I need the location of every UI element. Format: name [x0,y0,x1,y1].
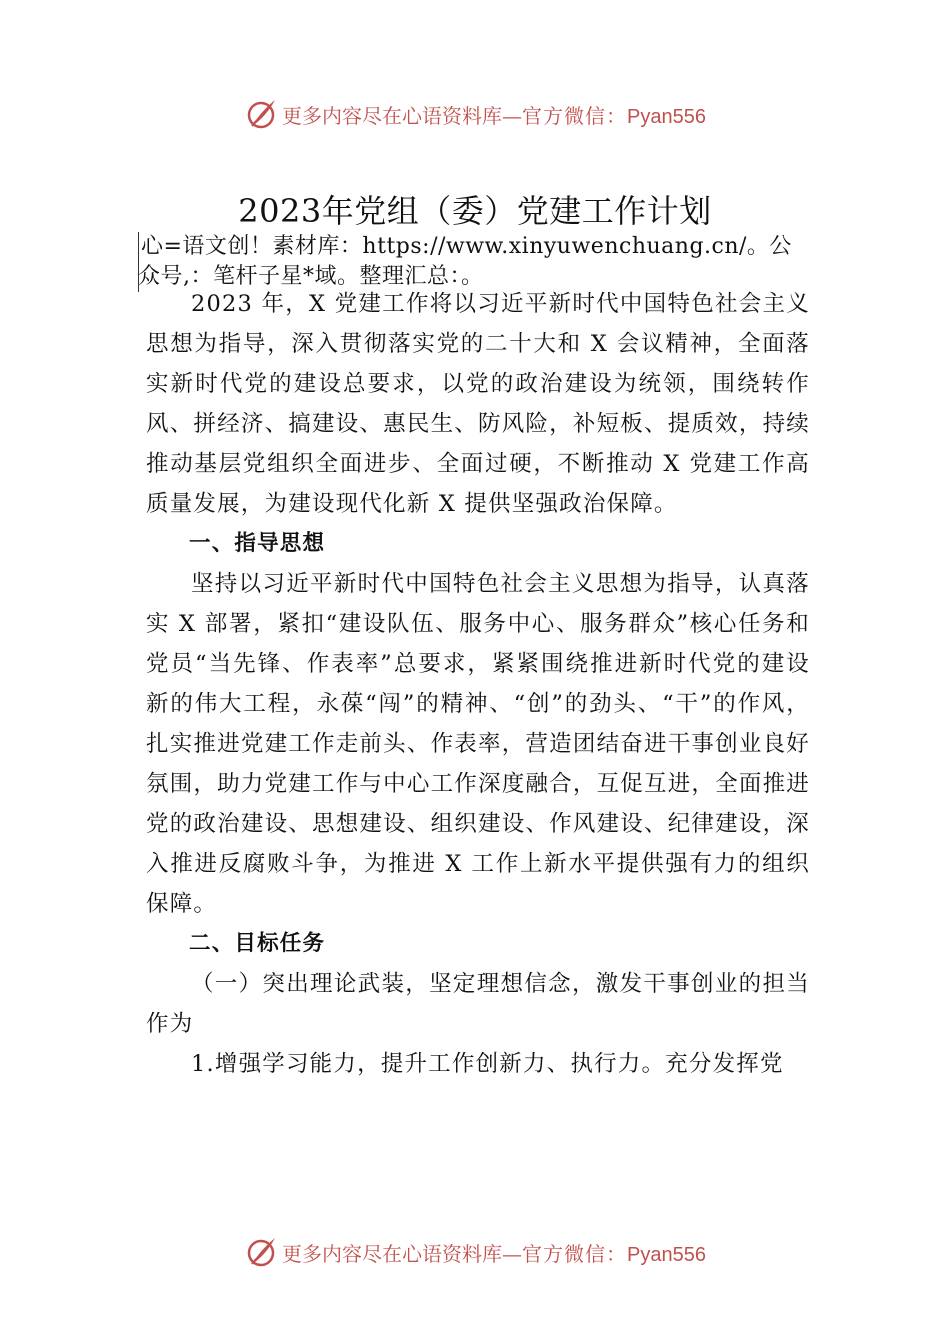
document-title: 2023年党组（委）党建工作计划 [238,192,712,230]
subsection-heading-theory: （一）突出理论武装，坚定理想信念，激发干事创业的担当作为 [146,971,810,1037]
banner-text [282,100,706,129]
banner-text [282,1238,706,1267]
footer-banner [0,1232,950,1272]
document-body [146,284,810,1084]
item-1-paragraph: 1.增强学习能力，提升工作创新力、执行力。充分发挥党 [191,1051,784,1077]
guiding-thought-paragraph: 坚持以习近平新时代中国特色社会主义思想为指导，认真落实 X 部署，紧扣“建设队伍、服务中心、服务群众”核心任务和党员“当先锋、作表率”总要求，紧紧围绕推进新时代党的建设新的伟大工程，永葆“闯”的精神、“创”的劲头、“干”的作风，扎实推进党建工作走前头、作表率，营造团结奋进干事创业良好氛围，助力党建工作与中心工作深度融合，互促互进，全面推进党的政治建设、思想建设、组织建设、作风建设、纪律建设，深入推进反腐败斗争，为推进 X 工作上新水平提供强有力的组织保障。 [146,571,810,917]
banner-wechat-label: 官方微信： [522,1241,628,1266]
header-banner [0,94,950,134]
banner-slogan: 更多内容尽在心语资料库— [282,103,523,128]
source-note [138,232,838,292]
banner-wechat-label: 官方微信： [522,103,628,128]
intro-paragraph: 2023 年，X 党建工作将以习近平新时代中国特色社会主义思想为指导，深入贯彻落实党的二十大和 X 会议精神，全面落实新时代党的建设总要求，以党的政治建设为统领，围绕转作风、拼经济、搞建设、惠民生、防风险，补短板、提质效，持续推动基层党组织全面进步、全面过硬，不断推动 X 党建工作高质量发展，为建设现代化新 X 提供坚强政治保障。 [146,291,810,517]
section-heading-goals: 二、目标任务 [189,931,326,956]
banner-account: Pyan556 [627,105,706,128]
banner-account: Pyan556 [627,1243,706,1266]
quill-logo-icon [244,1235,278,1269]
source-note-line-2: 众号,：笔杆子星*域。整理汇总：。 [138,264,484,289]
source-note-line-1: 心=语文创！素材库：https://www.xinyuwenchuang.cn/。公 [141,234,792,259]
banner-slogan: 更多内容尽在心语资料库— [282,1241,523,1266]
section-heading-guiding-thought: 一、指导思想 [189,531,326,556]
quill-logo-icon [244,97,278,131]
